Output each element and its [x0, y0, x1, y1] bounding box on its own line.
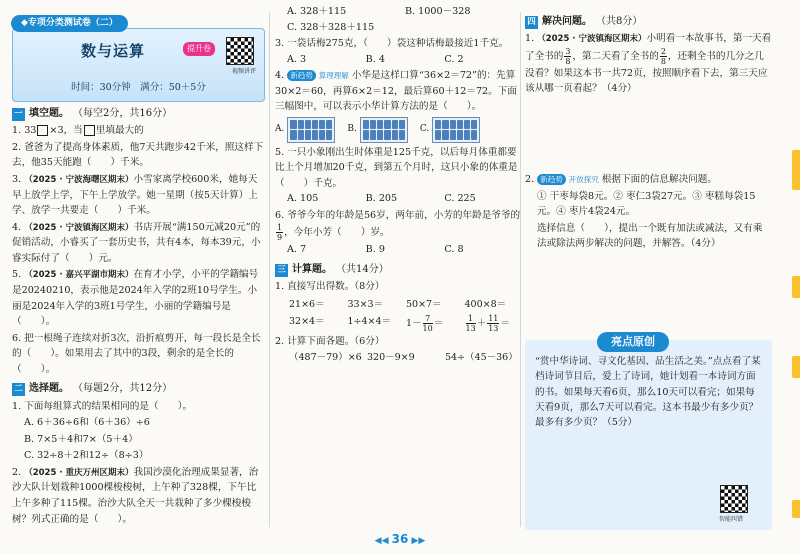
side-tab [792, 150, 800, 190]
section-note: （每空2分，共16分） [73, 108, 173, 119]
answer-space[interactable] [525, 97, 772, 171]
left-column [12, 14, 265, 527]
section-number: 一 [12, 108, 25, 121]
problem-2: 2. 新趋势 开放探究 根据下面的信息解决问题。 [525, 174, 717, 186]
figure-option-b[interactable]: B. [347, 117, 407, 143]
option[interactable]: C. 32÷8＋2和12÷（8÷3） [24, 450, 149, 462]
calc-item[interactable]: 320－9×9 [367, 351, 415, 363]
difficulty-badge: 提升卷 [183, 42, 215, 56]
original-problem-box [525, 335, 772, 530]
option-row [275, 242, 523, 258]
section-title: 填空题。 [29, 108, 69, 119]
fraction: $\frac{1}{9}$ [277, 223, 283, 243]
figure-option-a[interactable]: A. [275, 117, 335, 143]
oral-calc-row [289, 314, 523, 333]
option-figures [275, 117, 523, 143]
calc-item[interactable]: 33×3＝ [347, 298, 384, 310]
calc-item[interactable]: $\frac{1}{13}$ ＋ $\frac{11}{13}$ ＝ [465, 314, 510, 333]
middle-column [275, 4, 523, 365]
right-column [525, 10, 772, 252]
calc-question-1: 1. 直接写出得数。（8分） [275, 281, 385, 293]
figure-option-c[interactable]: C. [420, 117, 480, 143]
question-2: 2. 爸爸为了提高身体素质，他7天共跑步42千米，照这样下去，他35天能跑（ ）千米。 [12, 141, 264, 169]
question-1: 1. 33 ×3，当 里填最大的 [12, 125, 144, 137]
column-divider [269, 12, 270, 527]
test-series-tag: ◆专项分类测试卷（二） [11, 15, 128, 32]
question-4: 4. （2025 · 宁波镇海区期末）书店开展“满150元减20元”的促销活动，小睿买了一套历史书，共有4本，每本39元，小睿实际付了（ ）元。 [12, 221, 261, 264]
option[interactable]: A. 7 [287, 244, 307, 256]
section-note: （共14分） [336, 263, 389, 275]
option-row [275, 4, 523, 20]
option[interactable]: B. 1000－328 [405, 6, 471, 17]
problem-1: 1. （2025 · 宁波镇海区期末）小明看一本故事书，第一天看了全书的 $\frac{3}{8}$ ，第二天看了全书的 $\frac{2}{8}$ ，还剩全书的几分之几没看？如果这本书一共72页，按照顺序看下去，第三天应该从哪一页看起？（4分） [525, 33, 772, 95]
skill-tag: 算理理解 [318, 71, 349, 81]
answer-box[interactable] [37, 125, 48, 136]
time-score-info: 时间：30分钟 满分：50＋5分 [71, 81, 206, 93]
side-tab [792, 356, 800, 378]
calc-item[interactable]: 50×7＝ [406, 298, 442, 310]
section-note: （每题2分，共12分） [73, 383, 173, 395]
option[interactable]: A. 6＋36÷6和（6＋36）÷6 [24, 417, 150, 429]
calc-item[interactable]: （487－79）×6 [289, 351, 362, 363]
section-number: 三 [275, 264, 288, 277]
option[interactable]: C. 225 [444, 193, 476, 205]
qr-code-icon[interactable] [720, 485, 748, 513]
option[interactable]: A. 105 [287, 193, 319, 205]
option-row [275, 52, 523, 68]
option[interactable]: A. 3 [287, 53, 307, 65]
option[interactable]: B. 4 [365, 53, 385, 65]
skill-tag: 开放探究 [568, 175, 599, 185]
section-title: 解决问题。 [542, 16, 592, 27]
calc-item[interactable]: 54÷（45－36） [445, 351, 518, 363]
prev-arrow-icon: ◀◀ [374, 535, 392, 546]
option[interactable]: B. 9 [365, 244, 385, 256]
section-number: 四 [525, 16, 538, 29]
section-calculation [275, 262, 523, 365]
oral-calc-row [289, 297, 523, 312]
next-arrow-icon: ▶▶ [408, 535, 426, 546]
calc-item[interactable]: 1－ $\frac{7}{10}$ ＝ [406, 314, 444, 333]
choice-question-5: 5. 一只小象刚出生时体重是125千克，以后每月体重都要比上个月增加20千克，到第五个月时，这只小象的体重是（ ）千克。 [275, 146, 518, 189]
section-title: 计算题。 [292, 263, 332, 275]
section-number: 二 [12, 383, 25, 396]
section-fill-in [12, 106, 265, 377]
option-row [275, 191, 523, 207]
question-6: 6. 把一根绳子连续对折3次，沿折痕剪开，每一段长是全长的（ ）。如果用去了其中的3段，剩余的是全长的（ ）。 [12, 332, 261, 375]
test-title: 数与运算 [81, 42, 146, 60]
side-tab [792, 500, 800, 518]
test-header [12, 18, 265, 102]
section-problem-solving [525, 14, 772, 252]
page-number: 36 [391, 531, 409, 546]
section-choice [12, 381, 265, 527]
problem-2-task: 选择信息（ ），提出一个既有加法或减法，又有乘法或除法两步解决的问题，并解答。（4分） [537, 222, 763, 250]
option[interactable]: C. 8 [444, 244, 464, 256]
option[interactable]: B. 7×5＋4和7×（5＋4） [24, 433, 138, 445]
calc-question-2: 2. 计算下面各题。（6分） [275, 336, 385, 347]
choice-question-3: 3. 一袋话梅275克，（ ）袋这种话梅最接近1千克。 [275, 38, 509, 50]
page-footer [0, 530, 800, 549]
answer-box[interactable] [84, 125, 95, 136]
qr-caption: 智能纠错 [719, 516, 744, 523]
choice-question-4: 4. 新趋势 算理理解 小华是这样口算“36×2＝72”的：先算30×2＝60，再算6×2＝12，最后算60＋12＝72。下面三幅图中，可以表示小华计算方法的是（ ）。 [275, 70, 517, 113]
original-banner: 亮点原创 [597, 332, 669, 352]
new-trend-tag: 新趋势 [287, 70, 316, 81]
problem-2-info: ① 干枣每袋8元。② 枣仁3袋27元。③ 枣糕每袋15元。④ 枣片4袋24元。 [537, 190, 756, 218]
section-title: 选择题。 [29, 383, 69, 395]
calc-item[interactable]: 21×6＝ [289, 298, 325, 310]
option[interactable]: A. 328＋115 [287, 6, 347, 17]
step-calc-row [289, 350, 523, 365]
section-note: （共8分） [596, 16, 643, 27]
question-3: 3. （2025 · 宁波海曙区期末）小雪家离学校600米，她每天早上放学上学，下午上学放学。她一星期（按5天计算）上学、放学一共要走（ ）千米。 [12, 173, 258, 217]
new-trend-tag: 新趋势 [537, 174, 566, 185]
original-problem-text: “赏中华诗词、寻文化基因、品生活之美。”点点看了某档诗词节目后，爱上了诗词，她计划看一本诗词方面的书。如果每天看6页，那么10天可以看完；如果每天看9页，那么7天可以看完。这本书最少有多少页？最多有多少页？（5分） [535, 356, 761, 429]
option[interactable]: C. 328＋328＋115 [287, 21, 375, 33]
choice-question-2: 2. （2025 · 重庆万州区期末）我国沙漠化治理成果显著，治沙大队计划栽种1000棵梭梭树，上午种了328棵，下午比上午多种了115棵。治沙大队全天一共栽种了多少棵梭梭树？列式正确的是（ ）。 [12, 466, 259, 525]
option[interactable]: B. 205 [365, 193, 398, 205]
qr-code-icon[interactable] [226, 37, 254, 65]
qr-caption: 视频讲评 [231, 68, 256, 75]
choice-question-1: 1. 下面每组算式的结果相同的是（ ）。 [12, 400, 193, 412]
calc-item[interactable]: 32×4＝ [289, 316, 325, 327]
calc-item[interactable]: 400×8＝ [464, 298, 507, 310]
side-tab [792, 276, 800, 298]
choice-question-6: 6. 爷爷今年的年龄是56岁，两年前，小芳的年龄是爷爷的 $\frac{1}{9}$ ，今年小芳（ ）岁。 [275, 209, 521, 243]
option[interactable]: C. 2 [444, 53, 464, 65]
question-5: 5. （2025 · 嘉兴平湖市期末）在育才小学，小平的学籍编号是20240210，表示他是2024年入学的2班10号学生。小丽是2024年入学的3班1号学生，小丽的学籍编号是（ ）。 [12, 269, 259, 328]
calc-item[interactable]: 1÷4×4＝ [347, 316, 392, 327]
